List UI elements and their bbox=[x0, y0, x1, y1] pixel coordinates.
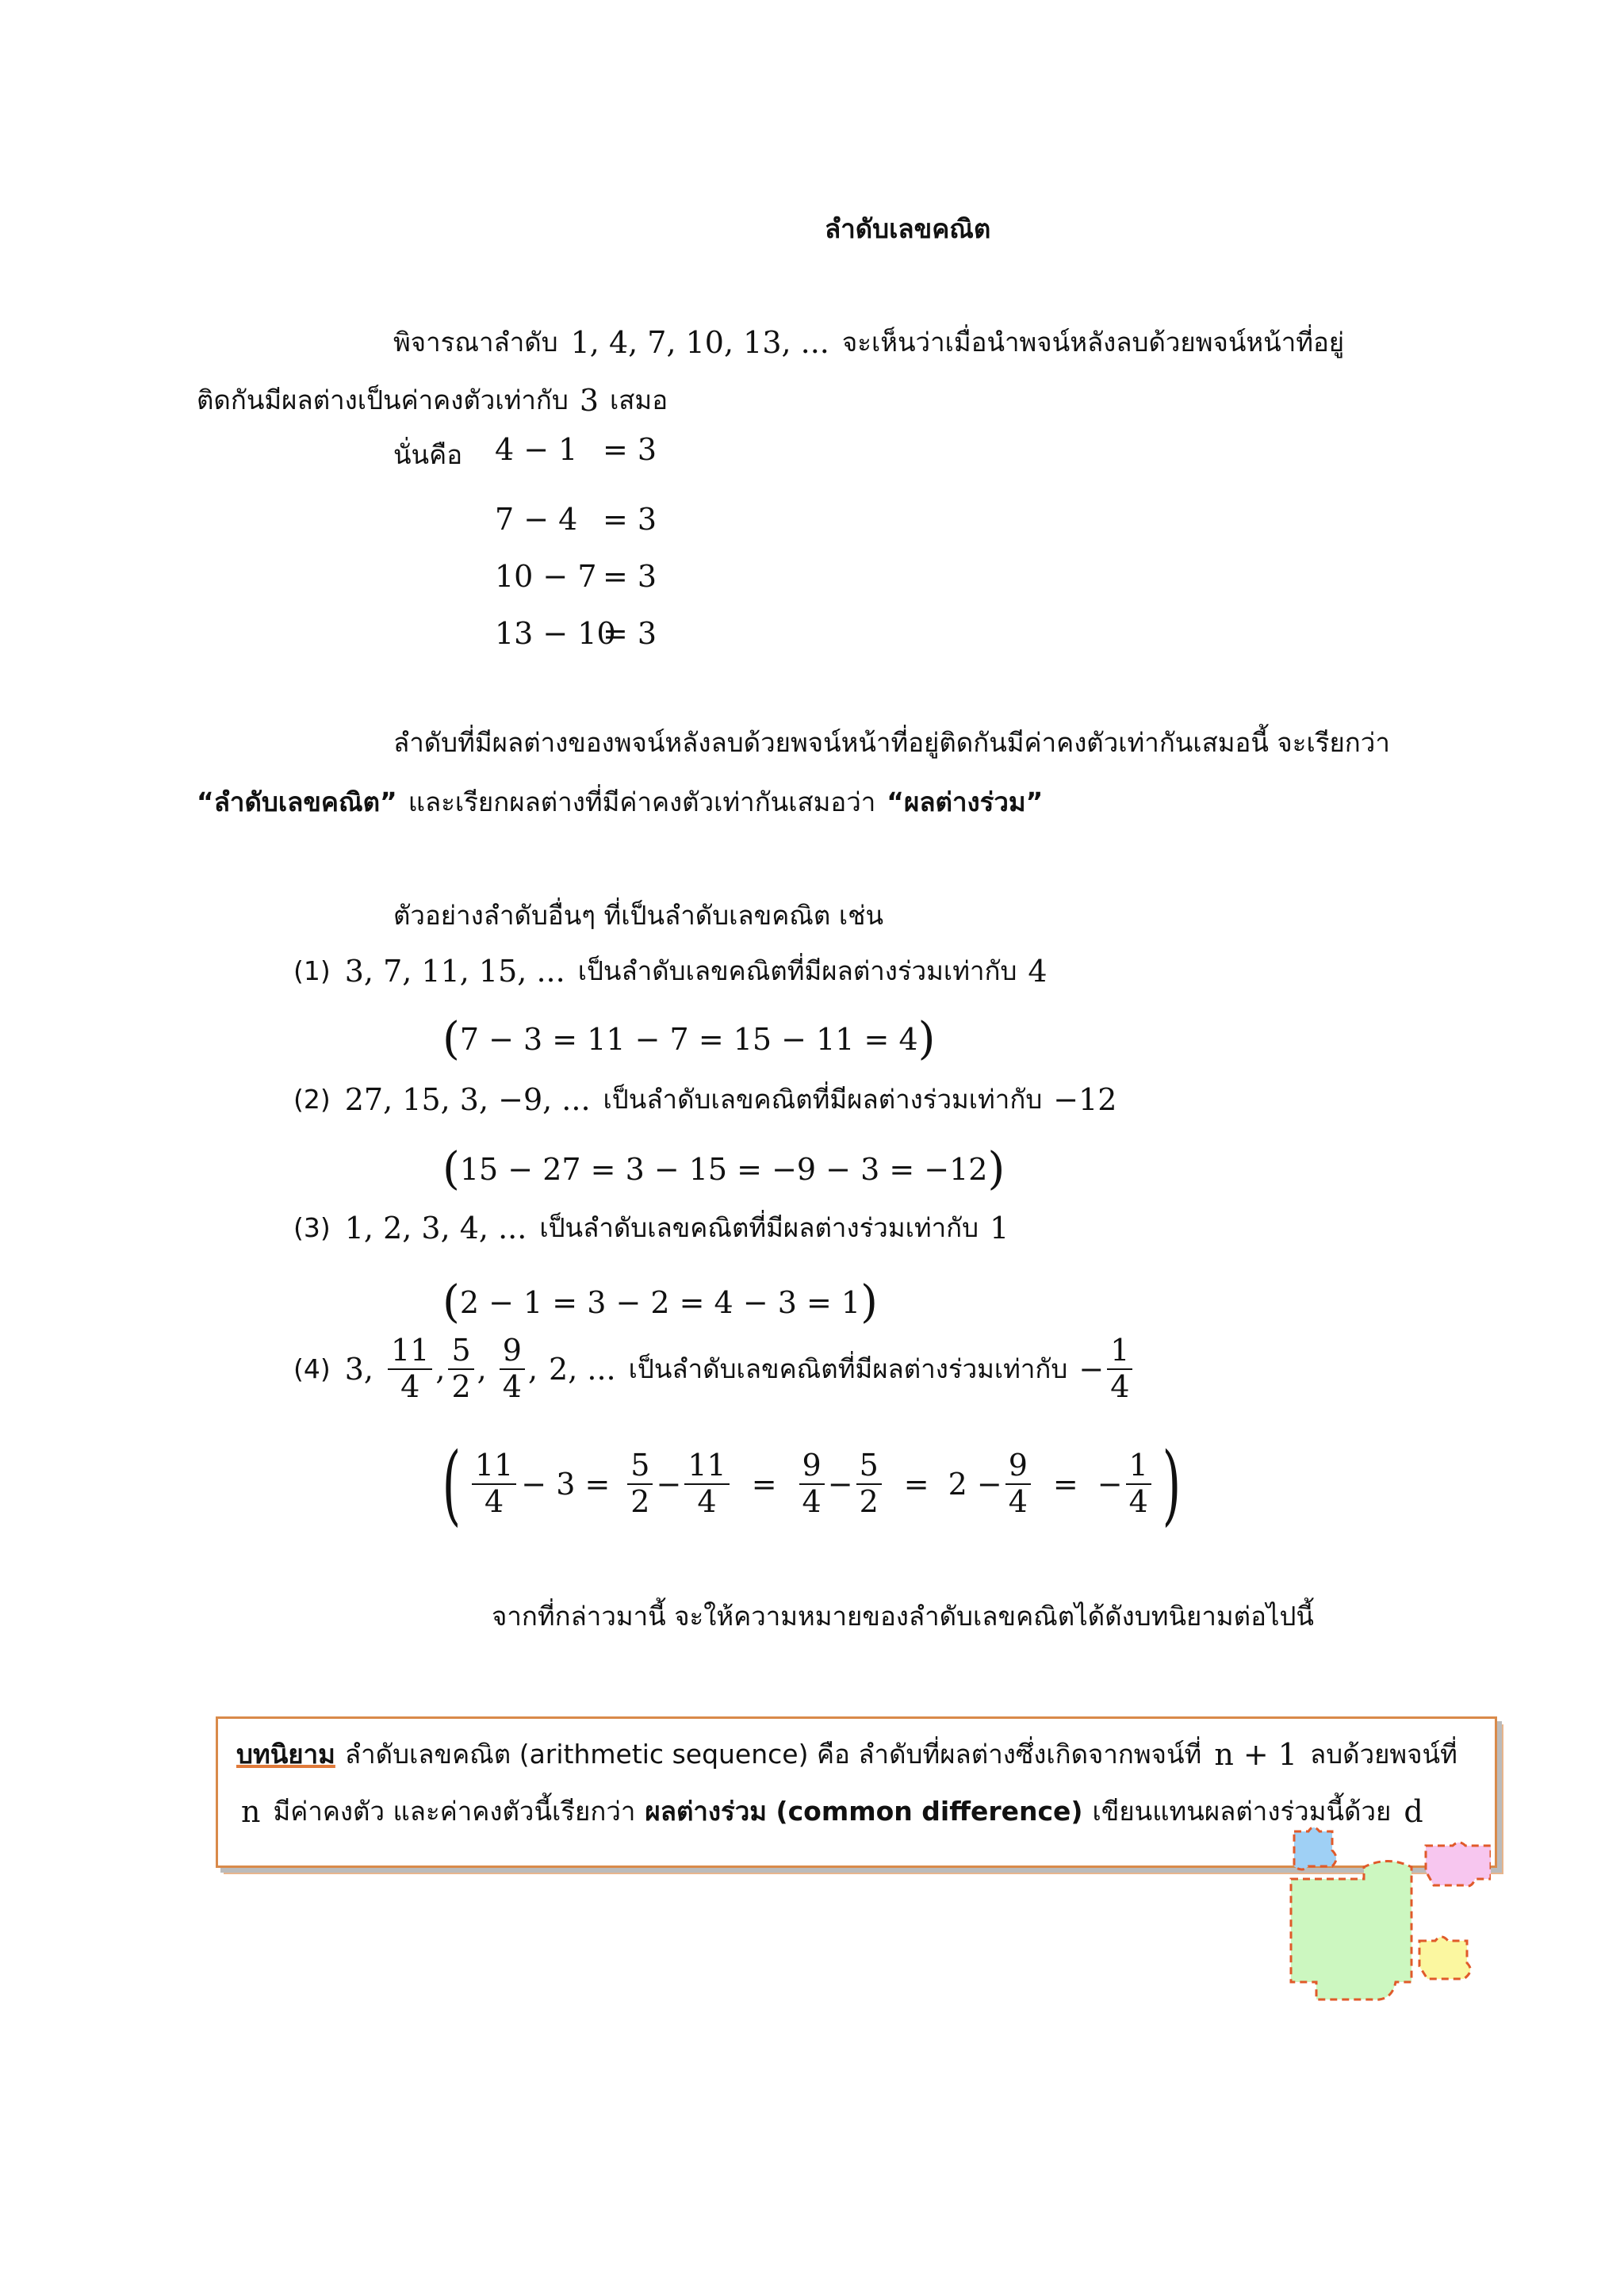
intro-num: 3 bbox=[579, 382, 599, 418]
eq-rhs-3: = 3 bbox=[603, 559, 657, 594]
intro-sequence: 1, 4, 7, 10, 13, ... bbox=[570, 324, 829, 360]
eq-rhs-4: = 3 bbox=[603, 616, 657, 651]
example-1-seq: 3, 7, 11, 15, ... bbox=[344, 953, 565, 989]
fraction: $\frac{11}{4}$ bbox=[472, 1448, 516, 1519]
example-4-seq-end: 2, ... bbox=[549, 1351, 616, 1387]
comma: , bbox=[477, 1351, 487, 1387]
term-common-difference: “ผลต่างร่วม” bbox=[887, 786, 1044, 817]
example-3-check bbox=[442, 1276, 878, 1328]
fraction: $\frac{11}{4}$ bbox=[684, 1448, 729, 1519]
eq-lhs-3: 10 − 7 bbox=[495, 559, 597, 594]
left-paren: ( bbox=[442, 1013, 460, 1065]
left-paren: ( bbox=[442, 1143, 460, 1195]
right-paren: ) bbox=[860, 1276, 878, 1328]
fraction: $\frac{9}{4}$ bbox=[500, 1334, 525, 1404]
intro-text-d: เสมอ bbox=[610, 385, 668, 415]
example-3-seq: 1, 2, 3, 4, ... bbox=[344, 1210, 527, 1246]
equations-lead: นั่นคือ bbox=[393, 439, 463, 470]
example-4-text: เป็นลำดับเลขคณิตที่มีผลต่างร่วมเท่ากับ bbox=[628, 1353, 1068, 1385]
page-title: ลำดับเลขคณิต bbox=[825, 213, 991, 244]
example-1-text: เป็นลำดับเลขคณิตที่มีผลต่างร่วมเท่ากับ bbox=[577, 955, 1017, 986]
intro-line-1 bbox=[393, 321, 1344, 363]
definition-math-n: n bbox=[241, 1793, 261, 1829]
comma: , bbox=[527, 1351, 538, 1387]
fraction: $\frac{9}{4}$ bbox=[1005, 1448, 1031, 1519]
left-paren: ( bbox=[442, 1433, 462, 1535]
fraction: $\frac{1}{4}$ bbox=[1107, 1334, 1132, 1404]
right-paren: ) bbox=[917, 1013, 936, 1065]
example-2-check bbox=[442, 1143, 1005, 1195]
intro-line-2 bbox=[197, 379, 668, 421]
eq-lhs-4: 13 − 10 bbox=[495, 616, 616, 651]
fraction: $\frac{1}{4}$ bbox=[1126, 1448, 1151, 1519]
example-1-check bbox=[442, 1013, 935, 1065]
paragraph2-mid: และเรียกผลต่างที่มีค่าคงตัวเท่ากันเสมอว่า bbox=[408, 786, 876, 817]
fraction: $\frac{5}{2}$ bbox=[627, 1448, 653, 1519]
check-op: = bbox=[751, 1467, 777, 1502]
eq-rhs-1: = 3 bbox=[603, 432, 657, 467]
check-op: = bbox=[1052, 1467, 1078, 1502]
paragraph2-line-2 bbox=[197, 781, 1043, 823]
fraction: $\frac{11}{4}$ bbox=[388, 1334, 432, 1404]
eq-lhs-2: 7 − 4 bbox=[495, 502, 578, 537]
right-paren: ) bbox=[1162, 1433, 1182, 1535]
fraction: $\frac{9}{4}$ bbox=[799, 1448, 825, 1519]
definition-text-d: เขียนแทนผลต่างร่วมนี้ด้วย bbox=[1092, 1796, 1392, 1827]
example-1-d: 4 bbox=[1028, 953, 1048, 989]
example-1 bbox=[293, 950, 1048, 992]
check-op: − 3 = bbox=[521, 1467, 611, 1502]
definition-math-d: d bbox=[1404, 1793, 1423, 1829]
example-4-no: (4) bbox=[293, 1353, 331, 1385]
definition-line-2 bbox=[241, 1790, 1423, 1832]
closing-sentence: จากที่กล่าวมานี้ จะให้ความหมายของลำดับเลขคณิตได้ดังบทนิยามต่อไปนี้ bbox=[492, 1601, 1314, 1632]
example-1-check-expr: 7 − 3 = 11 − 7 = 15 − 11 = 4 bbox=[459, 1021, 918, 1057]
fraction: $\frac{5}{2}$ bbox=[856, 1448, 882, 1519]
example-3 bbox=[293, 1207, 1009, 1249]
example-4-seq-start: 3, bbox=[344, 1351, 374, 1387]
eq-rhs-2: = 3 bbox=[603, 502, 657, 537]
example-2-text: เป็นลำดับเลขคณิตที่มีผลต่างร่วมเท่ากับ bbox=[603, 1084, 1043, 1115]
definition-text-b: ลบด้วยพจน์ที่ bbox=[1309, 1739, 1457, 1770]
definition-label: บทนิยาม bbox=[236, 1739, 335, 1770]
check-op: − bbox=[1097, 1467, 1123, 1502]
example-2-no: (2) bbox=[293, 1084, 331, 1115]
example-2 bbox=[293, 1078, 1116, 1120]
example-2-seq: 27, 15, 3, −9, ... bbox=[344, 1081, 591, 1117]
definition-line-1 bbox=[236, 1733, 1457, 1775]
examples-intro: ตัวอย่างลำดับอื่นๆ ที่เป็นลำดับเลขคณิต เช่น bbox=[393, 900, 884, 931]
intro-text-c: ติดกันมีผลต่างเป็นค่าคงตัวเท่ากับ bbox=[197, 385, 569, 415]
puzzle-decoration bbox=[1285, 1823, 1491, 2014]
example-4 bbox=[293, 1334, 1136, 1404]
eq-lhs-1: 4 − 1 bbox=[495, 432, 578, 467]
definition-text-c: มีค่าคงตัว และค่าคงตัวนี้เรียกว่า bbox=[273, 1796, 636, 1827]
fraction: $\frac{5}{2}$ bbox=[448, 1334, 473, 1404]
check-op: = bbox=[903, 1467, 929, 1502]
term-arithmetic-sequence: “ลำดับเลขคณิต” bbox=[197, 786, 397, 817]
intro-text-b: จะเห็นว่าเมื่อนำพจน์หลังลบด้วยพจน์หน้าที่อยู่ bbox=[841, 327, 1345, 358]
check-op: − bbox=[827, 1467, 853, 1502]
paragraph2-line-1: ลำดับที่มีผลต่างของพจน์หลังลบด้วยพจน์หน้าที่อยู่ติดกันมีค่าคงตัวเท่ากันเสมอนี้ จะเรียกว่า bbox=[393, 727, 1390, 758]
example-3-no: (3) bbox=[293, 1212, 331, 1243]
example-2-d: −12 bbox=[1053, 1081, 1117, 1117]
check-op: 2 − bbox=[948, 1467, 1002, 1502]
left-paren: ( bbox=[442, 1276, 460, 1328]
example-3-check-expr: 2 − 1 = 3 − 2 = 4 − 3 = 1 bbox=[459, 1284, 861, 1320]
check-op: − bbox=[656, 1467, 682, 1502]
definition-term: ผลต่างร่วม (common difference) bbox=[645, 1796, 1083, 1827]
example-3-text: เป็นลำดับเลขคณิตที่มีผลต่างร่วมเท่ากับ bbox=[539, 1212, 979, 1243]
intro-text-a: พิจารณาลำดับ bbox=[393, 327, 558, 358]
example-2-check-expr: 15 − 27 = 3 − 15 = −9 − 3 = −12 bbox=[459, 1151, 988, 1187]
example-4-d-sign: − bbox=[1078, 1351, 1105, 1387]
definition-math-n1: n + 1 bbox=[1214, 1736, 1297, 1772]
right-paren: ) bbox=[987, 1143, 1005, 1195]
definition-text-a: ลำดับเลขคณิต (arithmetic sequence) คือ ลำดับที่ผลต่างซึ่งเกิดจากพจน์ที่ bbox=[344, 1739, 1202, 1770]
example-1-no: (1) bbox=[293, 955, 331, 986]
example-4-check bbox=[435, 1433, 1189, 1535]
example-3-d: 1 bbox=[990, 1210, 1009, 1246]
comma: , bbox=[435, 1351, 446, 1387]
